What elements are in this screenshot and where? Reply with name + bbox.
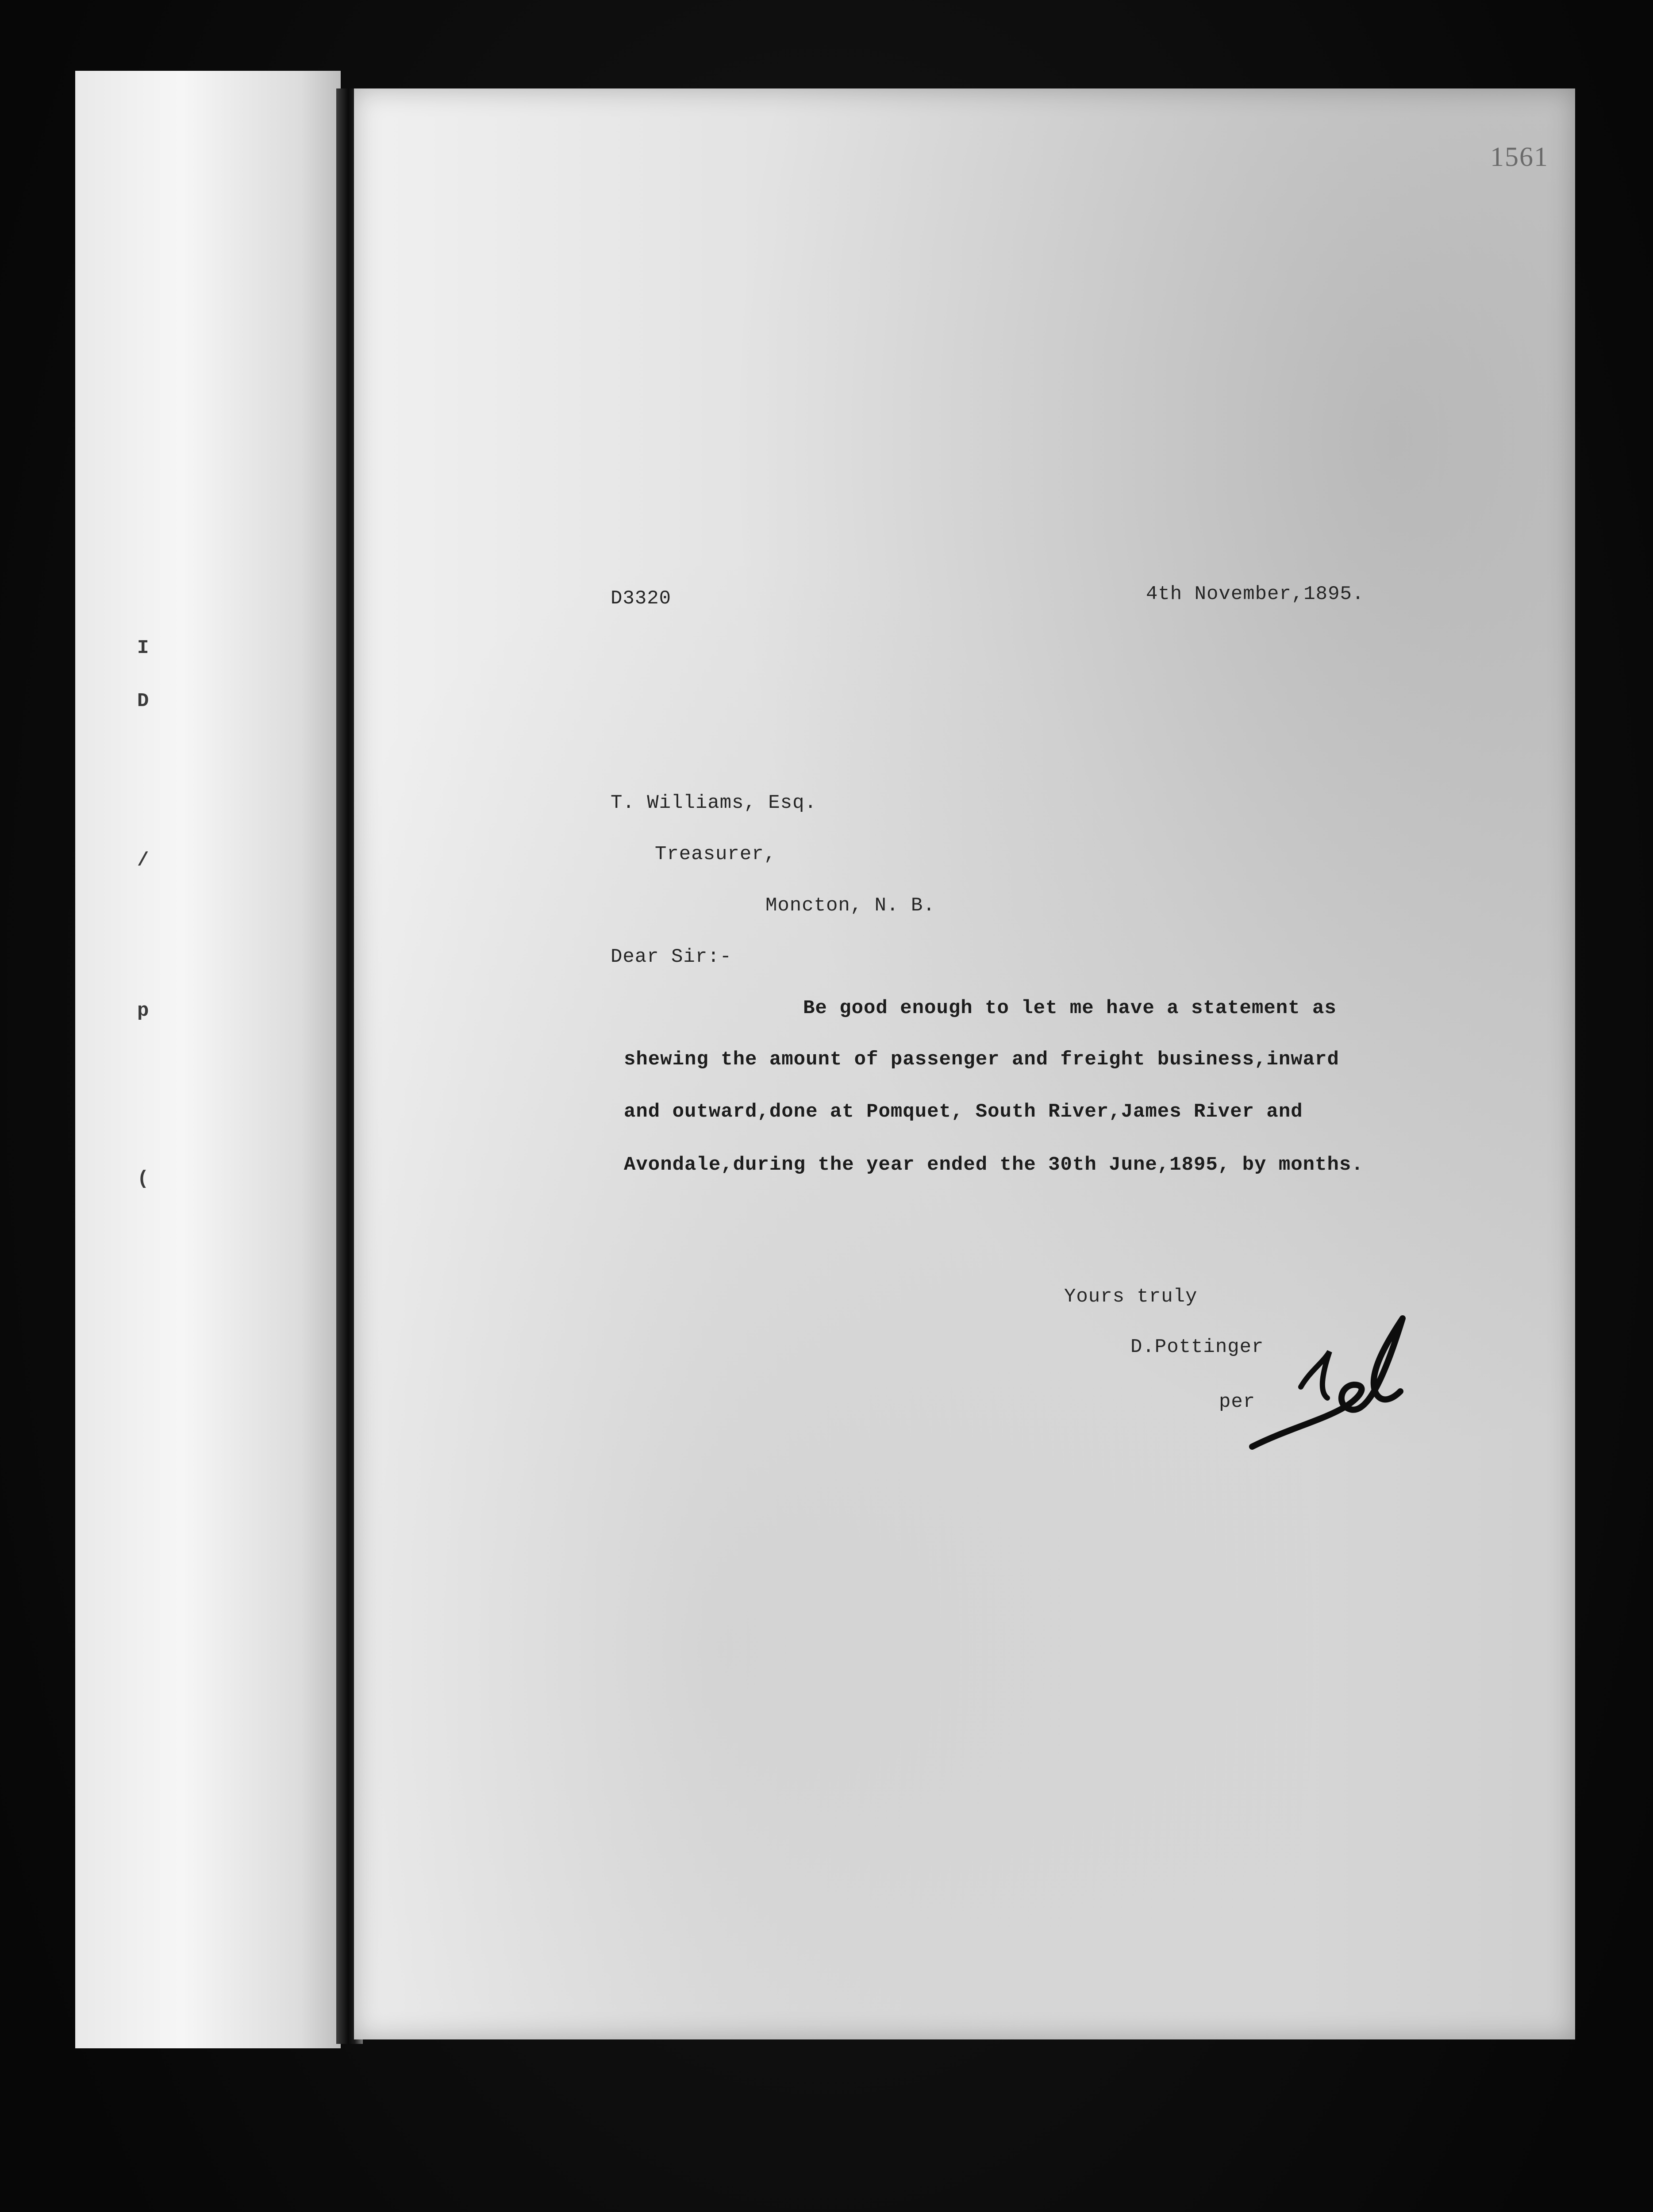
bleed-through-marks: I D / p (: [137, 637, 149, 1190]
letter-reference: D3320: [611, 588, 672, 610]
addressee-city: Moncton, N. B.: [765, 895, 935, 917]
folio-number: 1561: [1490, 142, 1549, 172]
salutation: Dear Sir:-: [611, 946, 732, 968]
addressee-name: T. Williams, Esq.: [611, 792, 817, 814]
body-line: Be good enough to let me have a statement as: [803, 997, 1337, 1019]
previous-page-edge: [75, 71, 341, 2048]
body-line: Avondale,during the year ended the 30th June,1895, by months.: [624, 1154, 1364, 1176]
letter-date: 4th November,1895.: [1146, 583, 1365, 605]
closing: Yours truly: [1064, 1286, 1198, 1308]
handwritten-signature: [1234, 1310, 1411, 1460]
body-line: shewing the amount of passenger and freight business,inward: [624, 1048, 1339, 1071]
addressee-title: Treasurer,: [655, 843, 777, 865]
body-line: and outward,done at Pomquet, South River,James River and: [624, 1101, 1303, 1123]
signer-name: D.Pottinger: [1130, 1336, 1264, 1358]
per-label: per: [1219, 1391, 1256, 1413]
letter-page: [354, 88, 1575, 2039]
